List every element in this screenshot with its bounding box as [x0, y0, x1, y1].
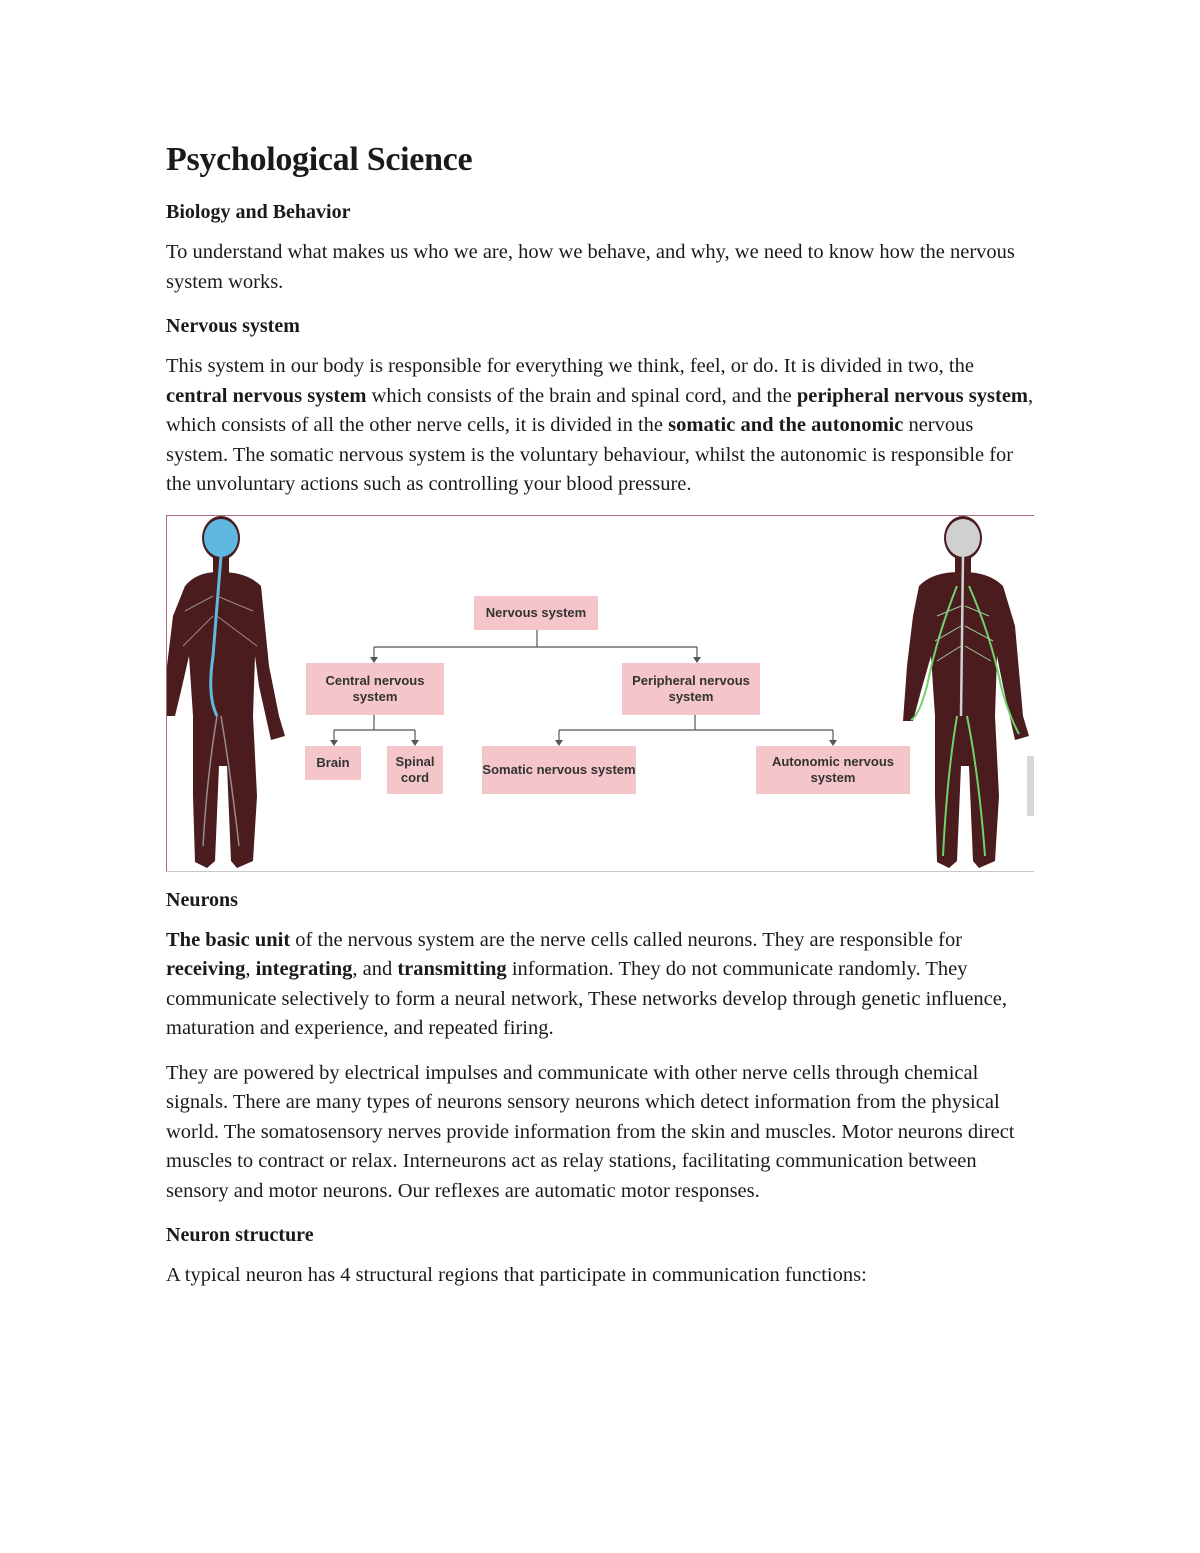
document-page	[166, 138, 1034, 1306]
human-figure-pns-illustration	[903, 516, 1034, 868]
heading-neuron-structure: Neuron structure	[166, 1224, 314, 1246]
bold-basic-unit: The basic unit	[166, 928, 291, 951]
box-nervous-system: Nervous system	[474, 596, 598, 630]
bold-central-nervous-system: central nervous system	[166, 384, 367, 407]
paragraph-neurons	[166, 926, 1034, 1044]
document-title: Psychological Science	[166, 141, 473, 178]
bold-transmitting: transmitting	[397, 958, 507, 980]
heading-biology-behavior: Biology and Behavior	[166, 201, 351, 223]
text-run: ,	[245, 958, 256, 980]
box-autonomic-nervous-system: Autonomic nervous system	[756, 746, 910, 794]
heading-neurons: Neurons	[166, 888, 238, 911]
box-central-nervous-system: Central nervous system	[306, 663, 444, 715]
box-somatic-nervous-system: Somatic nervous system	[482, 746, 636, 794]
bold-receiving: receiving	[166, 958, 246, 980]
box-peripheral-nervous-system: Peripheral nervous system	[622, 663, 760, 715]
box-spinal-cord: Spinal cord	[387, 746, 443, 794]
paragraph-neuron-structure: A typical neuron has 4 structural regions that participate in communication functions:	[166, 1264, 867, 1286]
paragraph-nervous-system	[166, 352, 1034, 500]
text-run: which consists of the brain and spinal cord, and the	[366, 384, 797, 407]
bold-somatic-autonomic: somatic and the autonomic	[668, 414, 904, 436]
nervous-system-figure	[166, 515, 1034, 872]
text-run: , and	[352, 958, 398, 980]
text-run: information. They do not communicate randomly. They communicate selectively to form a neural network, These networks develop through genetic influence, maturation and experience, and repeated firing.	[166, 958, 1007, 1039]
figure-illustration	[167, 516, 1034, 872]
bold-peripheral-nervous-system: peripheral nervous system	[796, 384, 1028, 407]
paragraph-intro: To understand what makes us who we are, how we behave, and why, we need to know how the nervous system works.	[166, 241, 1015, 293]
text-run: , which consists of all the other nerve cells, it is divided in the	[166, 384, 1034, 436]
human-figure-cns-illustration	[167, 516, 285, 868]
box-brain: Brain	[305, 746, 361, 780]
text-run: of the nervous system are the nerve cells called neurons. They are responsible for	[290, 928, 963, 951]
heading-nervous-system: Nervous system	[166, 315, 300, 337]
text-run: nervous system. The somatic nervous system is the voluntary behaviour, whilst the autonomic is responsible for the unvoluntary actions such as controlling your blood pressure.	[166, 414, 1014, 495]
paragraph-neuron-types: They are powered by electrical impulses and communicate with other nerve cells through chemical signals. There are many types of neurons sensory neurons which detect information from the physical world. The somatosensory nerves provide information from the skin and muscles. Motor neurons direct muscles to contract or relax. Interneurons act as relay stations, facilitating communication between sensory and motor neurons. Our reflexes are automatic motor responses.	[166, 1061, 1015, 1202]
bold-integrating: integrating	[255, 958, 353, 980]
text-run: This system in our body is responsible for everything we think, feel, or do. It is divided in two, the	[166, 355, 974, 377]
